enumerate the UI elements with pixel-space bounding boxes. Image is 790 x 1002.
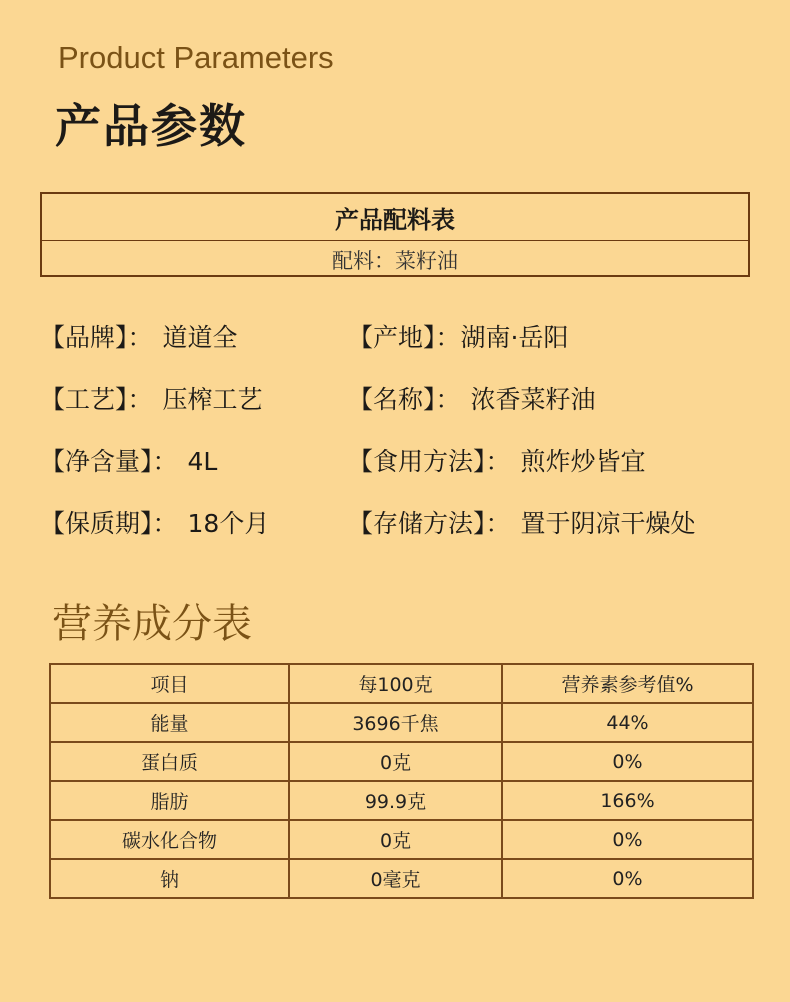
param-process xyxy=(40,380,263,416)
table-cell: 0毫克 xyxy=(289,859,502,898)
param-sep: ： xyxy=(435,323,461,352)
table-cell: 碳水化合物 xyxy=(50,820,289,859)
param-sep: ： xyxy=(485,447,511,476)
param-row xyxy=(40,442,760,504)
param-usage xyxy=(348,442,646,478)
param-value: 压榨工艺 xyxy=(162,385,263,414)
table-cell: 能量 xyxy=(50,703,289,742)
table-cell: 0克 xyxy=(289,742,502,781)
param-key: 【产地】 xyxy=(348,323,436,352)
param-sep: ： xyxy=(127,323,153,352)
english-title: Product Parameters xyxy=(58,40,334,75)
parameter-list xyxy=(40,318,760,566)
column-header: 项目 xyxy=(50,664,289,703)
table-cell: 0% xyxy=(502,742,753,781)
param-value: 置于阴凉干燥处 xyxy=(520,509,696,538)
nutrition-table xyxy=(49,663,754,899)
param-key: 【存储方法】 xyxy=(348,509,486,538)
param-origin xyxy=(348,318,568,354)
table-row xyxy=(50,781,753,820)
param-row xyxy=(40,504,760,566)
param-storage xyxy=(348,504,696,540)
param-key: 【工艺】 xyxy=(40,385,128,414)
table-row xyxy=(50,859,753,898)
param-sep: ： xyxy=(485,509,511,538)
param-value: 湖南·岳阳 xyxy=(460,323,569,352)
column-header: 营养素参考值% xyxy=(502,664,753,703)
param-brand xyxy=(40,318,238,354)
table-cell: 99.9克 xyxy=(289,781,502,820)
ingredients-line: 配料：菜籽油 xyxy=(332,248,458,273)
table-header-row xyxy=(50,664,753,703)
param-value: 18个月 xyxy=(187,509,270,538)
param-sep: ： xyxy=(152,447,178,476)
param-net-content xyxy=(40,442,217,478)
table-cell: 钠 xyxy=(50,859,289,898)
table-cell: 0% xyxy=(502,820,753,859)
param-row xyxy=(40,318,760,380)
column-header: 每100克 xyxy=(289,664,502,703)
param-key: 【净含量】 xyxy=(40,447,153,476)
param-sep: ： xyxy=(152,509,178,538)
param-key: 【食用方法】 xyxy=(348,447,486,476)
table-cell: 3696千焦 xyxy=(289,703,502,742)
ingredients-box xyxy=(40,192,750,277)
table-row xyxy=(50,742,753,781)
nutrition-title: 营养成分表 xyxy=(52,601,252,647)
param-value: 煎炸炒皆宜 xyxy=(520,447,646,476)
param-key: 【名称】 xyxy=(348,385,436,414)
table-cell: 0% xyxy=(502,859,753,898)
param-value: 浓香菜籽油 xyxy=(470,385,596,414)
table-cell: 0克 xyxy=(289,820,502,859)
param-name xyxy=(348,380,596,416)
param-value: 4L xyxy=(187,447,218,476)
page-title: 产品参数 xyxy=(55,99,247,153)
param-shelf-life xyxy=(40,504,269,540)
table-row xyxy=(50,703,753,742)
param-sep: ： xyxy=(435,385,461,414)
param-key: 【品牌】 xyxy=(40,323,128,352)
table-cell: 脂肪 xyxy=(50,781,289,820)
table-cell: 蛋白质 xyxy=(50,742,289,781)
table-cell: 44% xyxy=(502,703,753,742)
param-row xyxy=(40,380,760,442)
param-key: 【保质期】 xyxy=(40,509,153,538)
table-row xyxy=(50,820,753,859)
ingredients-title: 产品配料表 xyxy=(42,194,748,241)
param-sep: ： xyxy=(127,385,153,414)
param-value: 道道全 xyxy=(162,323,238,352)
table-cell: 166% xyxy=(502,781,753,820)
